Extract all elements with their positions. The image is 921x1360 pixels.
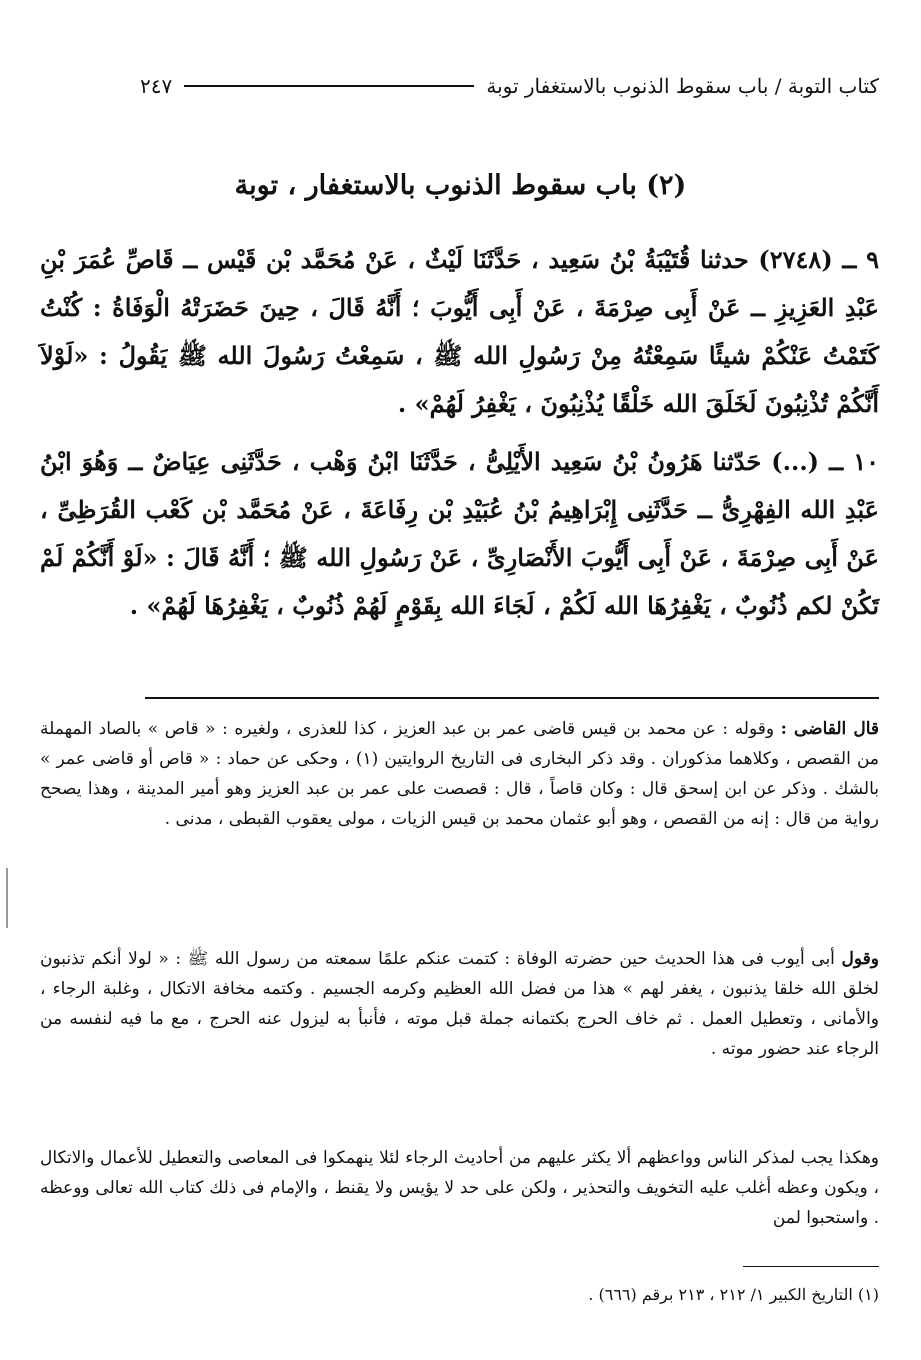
commentary-paragraph-1	[40, 714, 879, 834]
commentary-text-1: وقوله : عن محمد بن قيس قاضى عمر بن عبد العزيز ، كذا للعذرى ، ولغيره : « قاص » بالصاد المهملة من القصص ، وكلاهما مذكوران . وقد ذكر البخارى فى التاريخ الروايتين (١) ، وحكى عن حماد : « قاص أو قاضى عمر » بالشك . وذكر عن ابن إسحق قال : وكان قاصاً ، قال : قصصت على عمر بن عبد العزيز وهو أمير المدينة ، وهذا يصحح رواية من قال : إنه من القصص ، وهو أبو عثمان محمد بن قيس الزيات ، مولى يعقوب القبطى ، مدنى .	[40, 719, 879, 829]
commentary-paragraph-2	[40, 944, 879, 1064]
page-number: ٢٤٧	[140, 74, 173, 98]
header-rule	[184, 85, 474, 87]
hadith-9: ٩ ــ (٢٧٤٨) حدثنا قُتَيْبَةُ بْنُ سَعِيد ، حَدَّثَنَا لَيْثٌ ، عَنْ مُحَمَّد بْن قَيْس ــ قَاصِّ عُمَرَ بْنِ عَبْدِ العَزِيزِ ــ عَنْ أَبِى صِرْمَةَ ، عَنْ أَبِى أَيُّوبَ ؛ أَنَّهُ قَالَ ، حِينَ حَضَرَتْهُ الْوَفَاةُ : كُنْتُ كَتَمْتُ عَنْكُمْ شيئًا سَمِعْتُهُ مِنْ رَسُولِ الله ﷺ ، سَمِعْتُ رَسُولَ الله ﷺ يَقُولُ : «لَوْلاَ أَنَّكُمْ تُذْنِبُونَ لَخَلَقَ الله خَلْقًا يُذْنِبُونَ ، يَغْفِرُ لَهُمْ» .	[40, 245, 879, 418]
page-header	[140, 66, 879, 106]
chapter-title: (٢) باب سقوط الذنوب بالاستغفار ، توبة	[234, 170, 687, 201]
commentary-text-2: أبى أيوب فى هذا الحديث حين حضرته الوفاة : كتمت عنكم علمًا سمعته من رسول الله ﷺ : « لولا أنكم تذنبون لخلق الله خلقا يذنبون ، يغفر لهم » هذا من فضل الله العظيم وكرمه الجسيم . وكتمه مخافة الاتكال ، وغلبة الرجاء ، والأمانى ، وتعطيل العمل . ثم خاف الحرج بكتمانه جملة قبل موته ، فأنبأ به ليزول عنه الحرج ، مع ما فيه لنفسه من الرجاء عند حضور موته .	[40, 949, 879, 1059]
footnote: (١) التاريخ الكبير ١/ ٢١٢ ، ٢١٣ برقم (٦٦٦) .	[588, 1285, 879, 1304]
hadith-10: ١٠ ــ (...) حَدّثنا هَرُونُ بْنُ سَعِيد الأَيْلِىُّ ، حَدَّثَنَا ابْنُ وَهْب ، حَدَّثَنِى عِيَاضٌ ــ وَهُوَ ابْنُ عَبْدِ الله الفِهْرِىُّ ــ حَدَّثَنِى إِبْرَاهِيمُ بْنُ عُبَيْدِ بْن رِفَاعَةَ ، عَنْ مُحَمَّد بْن كَعْب القُرَظِىِّ ، عَنْ أَبِى صِرْمَةَ ، عَنْ أَبِى أَيُّوبَ الأَنْصَارِىِّ ، عَنْ رَسُولِ الله ﷺ ؛ أَنَّهُ قَالَ : «لَوْ أَنَّكُمْ لَمْ تَكُنْ لكم ذُنُوبٌ ، يَغْفِرُهَا الله لَكُمْ ، لَجَاءَ الله بِقَوْمٍ لَهُمْ ذُنُوبٌ ، يَغْفِرُهَا لَهُمْ» .	[40, 447, 879, 620]
footnote-rule	[743, 1266, 879, 1267]
commentary-paragraph-3	[40, 1143, 879, 1233]
running-title: كتاب التوبة / باب سقوط الذنوب بالاستغفار توبة	[486, 74, 879, 98]
margin-mark	[6, 868, 8, 928]
commentary-lead-qadi: قال القاضى :	[780, 719, 879, 739]
commentary-lead-wa-qawl: وقول	[841, 949, 879, 969]
commentary-text-3: وهكذا يجب لمذكر الناس وواعظهم ألا يكثر عليهم من أحاديث الرجاء لئلا ينهمكوا فى المعاصى والتعطيل للأعمال والاتكال ، ويكون وعظه أغلب عليه التخويف والتحذير ، ولكن على حد لا يؤيس ولا يقنط ، والإمام فى ذلك كتاب الله تعالى ووعظه . واستحبوا لمن	[40, 1148, 879, 1228]
commentary-divider	[145, 697, 879, 699]
